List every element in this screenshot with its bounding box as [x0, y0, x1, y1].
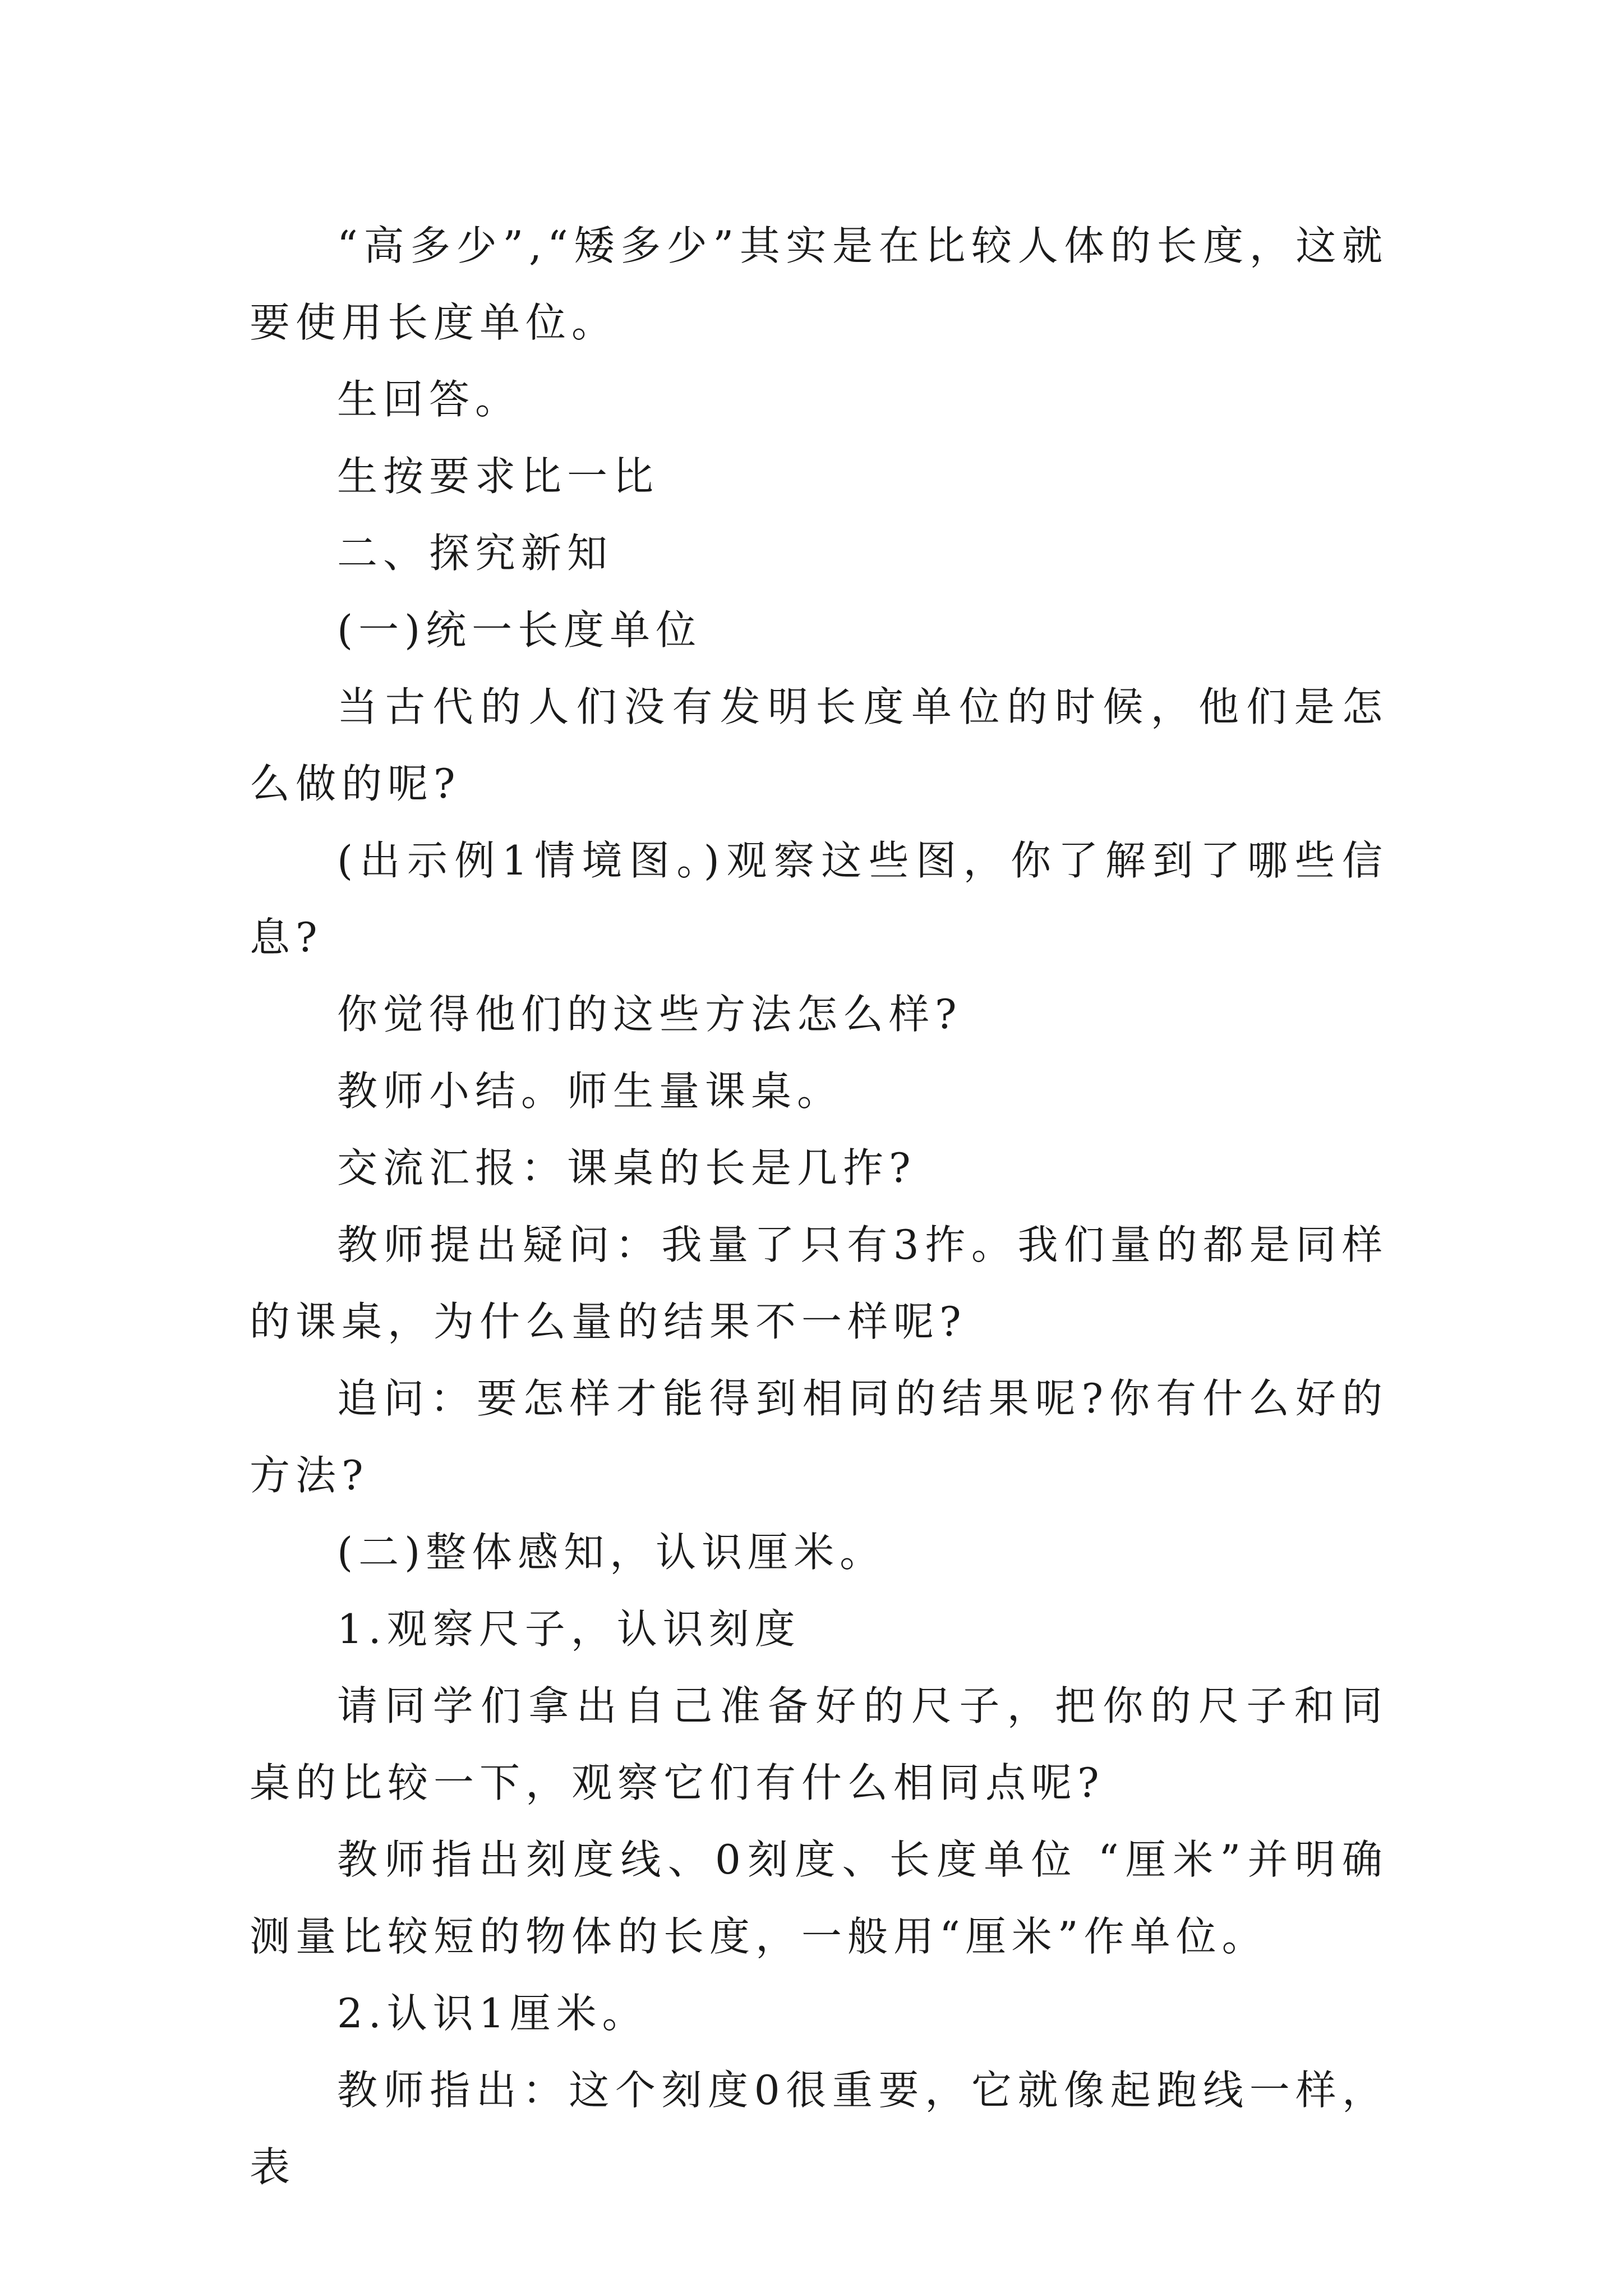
- subheading-one-centimeter: 2.认识1厘米。: [337, 1990, 648, 2037]
- subheading-centimeter: (二)整体感知，认识厘米。: [337, 1529, 886, 1576]
- paragraph-18: 教师指出：这个刻度0很重要，它就像起跑线一样，表: [250, 2067, 1388, 2191]
- paragraph-3: 生按要求比一比: [337, 453, 660, 500]
- paragraph-1: “高多少”,“矮多少”其实是在比较人体的长度，这就要使用长度单位。: [250, 222, 1388, 346]
- document-body: [250, 208, 1388, 2206]
- paragraph-15: 请同学们拿出自己准备好的尺子，把你的尺子和同桌的比较一下，观察它们有什么相同点呢?: [250, 1682, 1388, 1806]
- section-heading-2: 二、探究新知: [337, 530, 614, 577]
- paragraph-16: 教师指出刻度线、0刻度、长度单位 “厘米”并明确测量比较短的物体的长度，一般用“厘米”作单位。: [250, 1836, 1388, 1960]
- subheading-observe-ruler: 1.观察尺子，认识刻度: [337, 1605, 801, 1653]
- paragraph-8: 你觉得他们的这些方法怎么样?: [337, 991, 962, 1038]
- paragraph-2: 生回答。: [337, 376, 522, 423]
- paragraph-6: 当古代的人们没有发明长度单位的时候，他们是怎么做的呢?: [250, 683, 1388, 807]
- paragraph-10: 交流汇报：课桌的长是几拃?: [337, 1144, 916, 1191]
- paragraph-11: 教师提出疑问：我量了只有3拃。我们量的都是同样的课桌，为什么量的结果不一样呢?: [250, 1221, 1388, 1345]
- paragraph-9: 教师小结。师生量课桌。: [337, 1068, 843, 1115]
- paragraph-12: 追问：要怎样才能得到相同的结果呢?你有什么好的方法?: [250, 1375, 1388, 1499]
- paragraph-7: (出示例1情境图。)观察这些图，你了解到了哪些信息?: [250, 837, 1388, 961]
- subheading-unify-units: (一)统一长度单位: [337, 606, 702, 654]
